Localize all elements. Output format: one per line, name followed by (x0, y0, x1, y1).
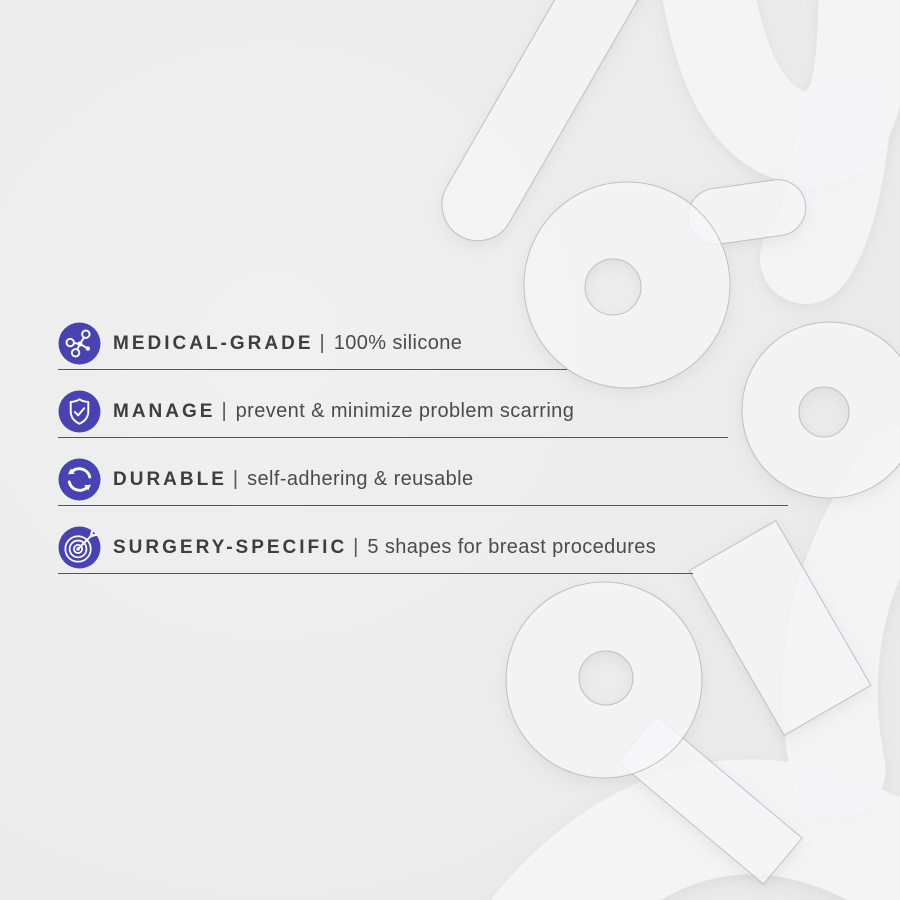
separator: | (232, 468, 239, 490)
feature-row-surgery-specific (58, 512, 848, 580)
row-divider (58, 505, 788, 506)
feature-description: prevent & minimize problem scarring (235, 400, 575, 422)
feature-label: DURABLE (113, 468, 227, 490)
feature-description: 5 shapes for breast procedures (367, 536, 657, 558)
feature-label: MEDICAL-GRADE (113, 332, 314, 354)
feature-list (58, 308, 848, 580)
feature-description: 100% silicone (333, 332, 463, 354)
feature-row-manage (58, 376, 848, 444)
target-dart-icon (58, 526, 101, 569)
molecule-icon (58, 322, 101, 365)
feature-label: SURGERY-SPECIFIC (113, 536, 348, 558)
feature-description: self-adhering & reusable (247, 468, 474, 490)
separator: | (353, 536, 359, 558)
shield-check-icon (58, 390, 101, 433)
separator: | (221, 400, 227, 422)
row-divider (58, 437, 728, 438)
feature-label: MANAGE (113, 400, 216, 422)
donut-sheet-bottom (506, 582, 702, 778)
feature-row-medical-grade (58, 308, 848, 376)
row-divider (58, 369, 567, 370)
refresh-icon (58, 458, 101, 501)
feature-row-durable (58, 444, 848, 512)
separator: | (319, 332, 325, 354)
row-divider (58, 573, 693, 574)
